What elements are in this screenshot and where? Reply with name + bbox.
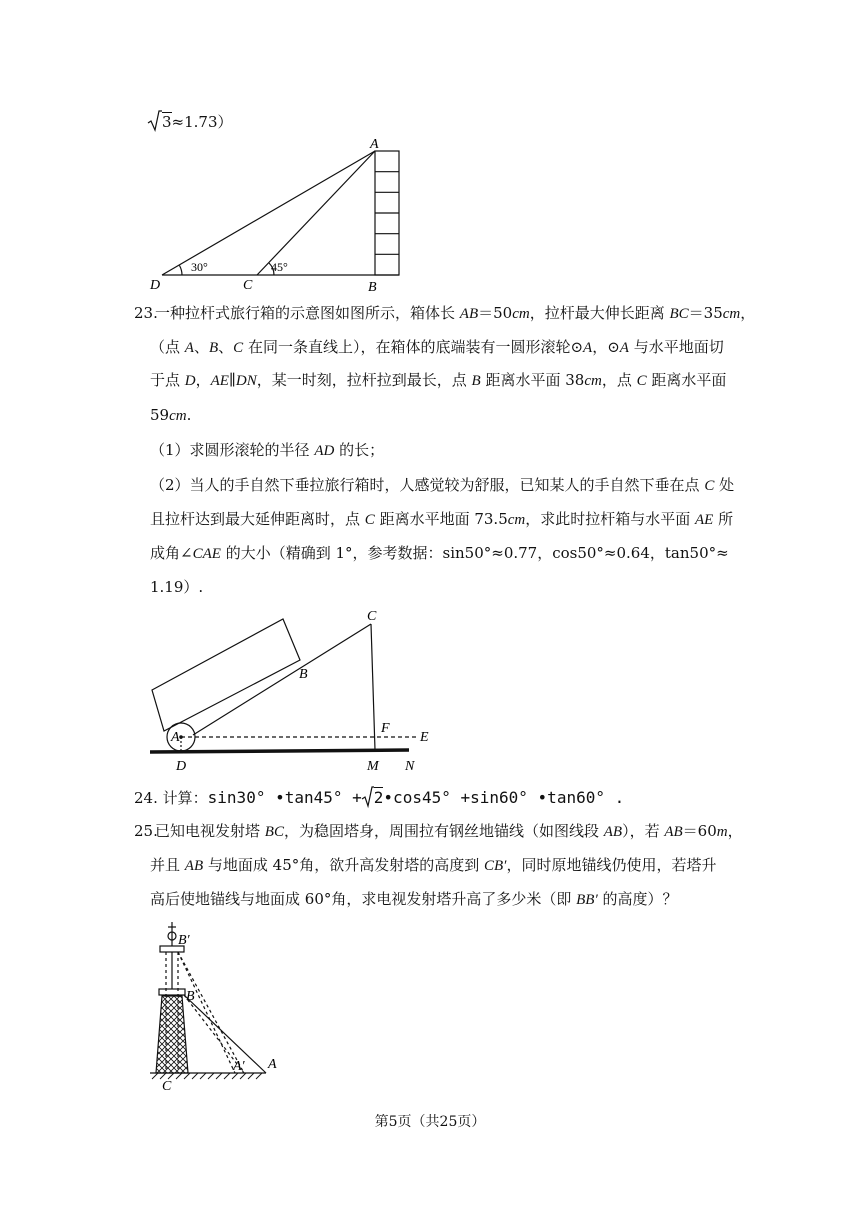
fig22-label-c: C — [243, 278, 253, 293]
text-segment: 并且 — [150, 856, 185, 874]
fig22-label-a: A — [370, 137, 379, 152]
q24-expr-2: •cos45° +sin60° •tan60° . — [383, 788, 625, 807]
fig22-angle-c: 45° — [271, 260, 288, 274]
fig25-tower — [156, 996, 188, 1073]
text-segment: 已知电视发射塔 — [155, 822, 265, 840]
fig23-label-d: D — [176, 759, 187, 774]
math-variable: C — [364, 512, 375, 528]
math-variable: DN — [235, 373, 257, 389]
math-variable: cm — [512, 306, 530, 322]
text-segment: （点 — [150, 338, 185, 356]
fig23-label-c: C — [367, 609, 377, 624]
approx-text: ≈1.73） — [171, 113, 233, 131]
math-variable: BC — [669, 306, 689, 322]
math-variable: BC — [264, 824, 284, 840]
text-segment: （1）求圆形滚轮的半径 — [150, 441, 315, 459]
math-variable: cm — [507, 512, 526, 528]
math-variable: C — [704, 478, 715, 494]
fig25-dashed-lines — [166, 952, 244, 1073]
text-segment: ＝60 — [682, 822, 717, 840]
text-segment: 、 — [193, 338, 209, 356]
math-variable: AB — [664, 824, 683, 840]
fig25-cable-ab — [184, 995, 266, 1073]
text-segment: 59 — [150, 406, 170, 424]
fig25-label-a2: A′ — [233, 1059, 245, 1074]
text-segment: 距离水平地面 73.5 — [374, 510, 508, 528]
text-segment: ∥ — [228, 371, 236, 389]
text-segment: ），若 — [622, 822, 665, 840]
text-segment: ，⊙ — [592, 338, 620, 356]
text-segment: 与水平地面切 — [628, 338, 724, 356]
fig23-label-e: E — [420, 730, 429, 745]
math-variable: cm — [169, 408, 187, 424]
math-variable: B — [208, 340, 219, 356]
q23-number: 23. — [134, 304, 158, 322]
text-segment: ，同时原地锚线仍使用，若塔升 — [506, 856, 717, 874]
text-segment: ，拉杆最大伸长距离 — [529, 304, 670, 322]
fig23-label-b: B — [299, 667, 308, 682]
math-variable: CAE — [192, 546, 221, 562]
text-segment: ， — [195, 371, 211, 389]
q24-radical: 2 — [373, 788, 384, 807]
text-segment: （2）当人的手自然下垂拉旅行箱时，人感觉较为舒服，已知某人的手自然下垂在点 — [150, 476, 705, 494]
text-segment: 距离水平面 — [646, 371, 727, 389]
math-variable: CB′ — [484, 858, 507, 874]
fig23-label-m: M — [367, 759, 379, 774]
math-variable: A — [184, 340, 194, 356]
text-segment: 与地面成 45°角，欲升高发射塔的高度到 — [203, 856, 485, 874]
q24-number: 24. — [134, 789, 158, 807]
text-segment: 一种拉杆式旅行箱的示意图如图所示，箱体长 — [155, 304, 460, 322]
text-segment: ，点 — [601, 371, 637, 389]
fig22-angle-d: 30° — [191, 260, 208, 274]
text-segment: 且拉杆达到最大延伸距离时，点 — [150, 510, 365, 528]
fig25-platform-b — [159, 989, 185, 995]
fig22-label-b: B — [368, 280, 377, 295]
fig22-label-d: D — [150, 278, 161, 293]
math-variable: m — [716, 824, 728, 840]
fig23-label-n: N — [405, 759, 415, 774]
fig23-label-f: F — [381, 721, 390, 736]
text-segment: ，某一时刻，拉杆拉到最长，点 — [256, 371, 472, 389]
math-variable: AB — [184, 858, 204, 874]
math-variable: B — [471, 373, 481, 389]
text-segment: 的高度）？ — [597, 890, 678, 908]
math-variable: BB′ — [576, 892, 598, 908]
text-segment: 的长； — [334, 441, 385, 459]
math-variable: AE — [210, 373, 229, 389]
text-segment: 的大小（精确到 1°，参考数据：sin50°≈0.77，cos50°≈0.64，tan50°≈ — [220, 544, 729, 562]
text-segment: ， — [740, 304, 756, 322]
radical-value: 3 — [162, 113, 172, 131]
q24-prefix: 计算： — [162, 789, 208, 807]
text-segment: . — [186, 406, 192, 424]
math-variable: A — [583, 340, 593, 356]
q24-expr-1: sin30° •tan45° + — [207, 788, 362, 807]
math-variable: AB — [603, 824, 623, 840]
text-segment: 、 — [218, 338, 234, 356]
text-segment: 所 — [713, 510, 734, 528]
math-variable: AE — [695, 512, 714, 528]
math-variable: C — [233, 340, 244, 356]
text-segment: ＝50 — [478, 304, 513, 322]
math-variable: AB — [459, 306, 479, 322]
text-segment: 高后使地锚线与地面成 60°角，求电视发射塔升高了多少米（即 — [150, 890, 577, 908]
fig25-label-b2: B′ — [178, 933, 190, 948]
text-segment: 1.19）. — [150, 578, 204, 596]
page-footer: 第5页（共25页） — [374, 1114, 486, 1130]
text-segment: 在同一条直线上），在箱体的底端装有一圆形滚轮⊙ — [243, 338, 584, 356]
fig25-label-a: A — [268, 1057, 277, 1072]
text-segment: 于点 — [150, 371, 185, 389]
text-segment: ，求此时拉杆箱与水平面 — [525, 510, 696, 528]
fig25-label-b: B — [186, 989, 195, 1004]
text-segment: ， — [727, 822, 743, 840]
math-variable: D — [184, 373, 196, 389]
text-segment: 成角∠ — [150, 544, 193, 562]
text-segment: ＝35 — [688, 304, 723, 322]
math-variable: cm — [722, 306, 741, 322]
math-variable: AD — [314, 443, 335, 459]
text-segment: 距离水平面 38 — [480, 371, 585, 389]
q25-number: 25. — [134, 822, 158, 840]
fig25-label-c: C — [162, 1079, 172, 1094]
text-segment: ，为稳固塔身，周围拉有钢丝地锚线（如图线段 — [283, 822, 604, 840]
math-variable: C — [636, 373, 647, 389]
text-segment: 处 — [714, 476, 735, 494]
math-variable: A — [619, 340, 629, 356]
fig23-label-a: A — [171, 730, 180, 745]
math-variable: cm — [584, 373, 602, 389]
